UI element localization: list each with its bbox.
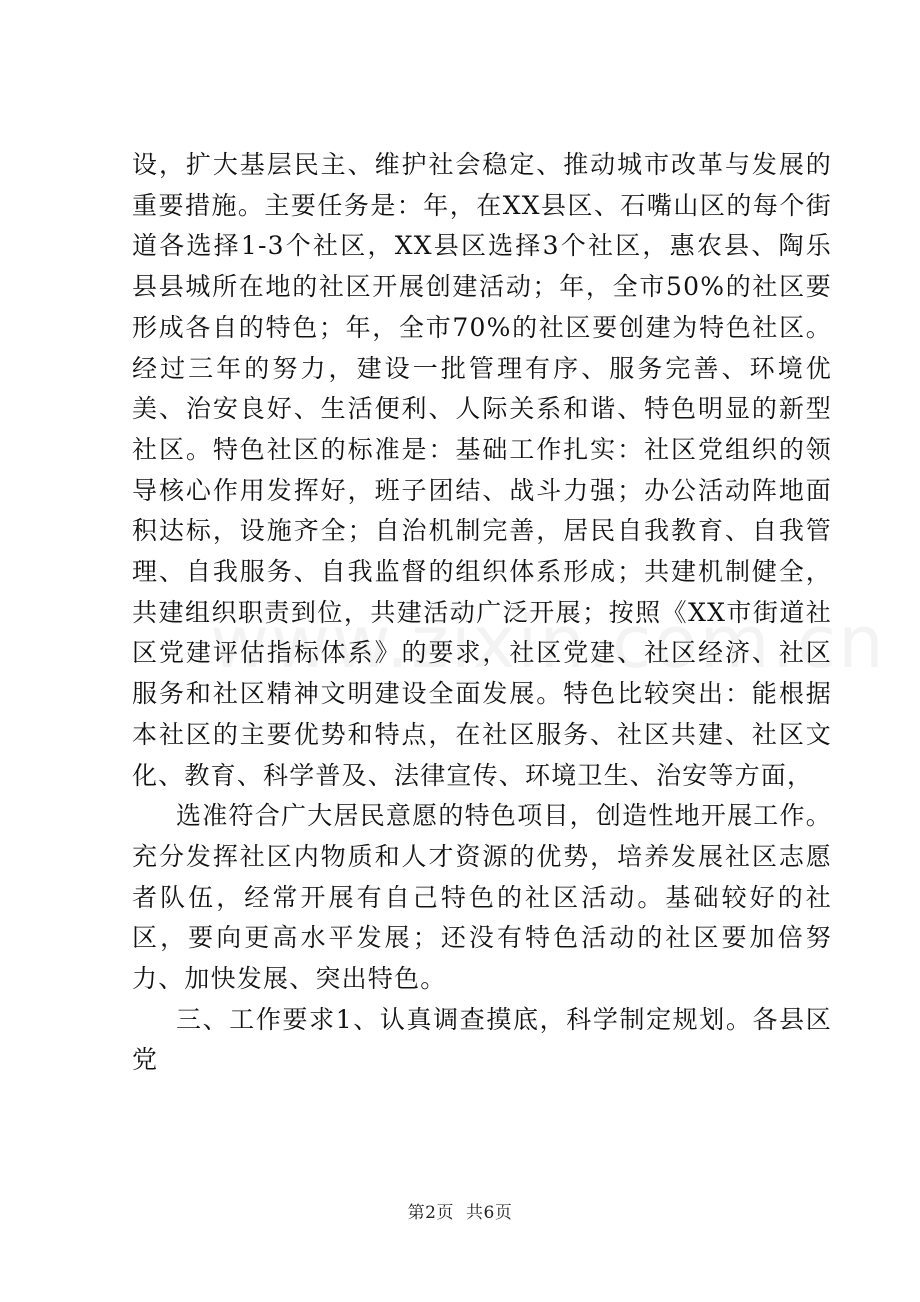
paragraph-continuation: 设，扩大基层民主、维护社会稳定、推动城市改革与发展的重要措施。主要任务是：年，在XX县区、石嘴山区的每个街道各选择1-3个社区，XX县区选择3个社区，惠农县、陶乐县县城所在地的社区开展创建活动；年，全市50%的社区要形成各自的特色；年，全市70%的社区要创建为特色社区。经过三年的努力，建设一批管理有序、服务完善、环境优美、治安良好、生活便利、人际关系和谐、特色明显的新型社区。特色社区的标准是：基础工作扎实：社区党组织的领导核心作用发挥好，班子团结、战斗力强；办公活动阵地面积达标，设施齐全；自治机制完善，居民自我教育、自我管理、自我服务、自我监督的组织体系形成；共建机制健全，共建组织职责到位，共建活动广泛开展；按照《XX市街道社区党建评估指标体系》的要求，社区党建、社区经济、社区服务和社区精神文明建设全面发展。特色比较突出：能根据本社区的主要优势和特点，在社区服务、社区共建、社区文化、教育、科学普及、法律宣传、环境卫生、治安等方面，	[132, 150, 832, 790]
page-number: 第2页	[407, 1203, 454, 1223]
page-total: 共6页	[466, 1203, 513, 1223]
paragraph-feature-projects: 选准符合广大居民意愿的特色项目，创造性地开展工作。充分发挥社区内物质和人才资源的优势，培养发展社区志愿者队伍，经常开展有自己特色的社区活动。基础较好的社区，要向更高水平发展；还没有特色活动的社区要加倍努力、加快发展、突出特色。	[132, 801, 832, 994]
document-body	[132, 145, 832, 1081]
paragraph-work-requirements: 三、工作要求1、认真调查摸底，科学制定规划。各县区党	[132, 1004, 832, 1075]
page-footer	[0, 1198, 920, 1223]
